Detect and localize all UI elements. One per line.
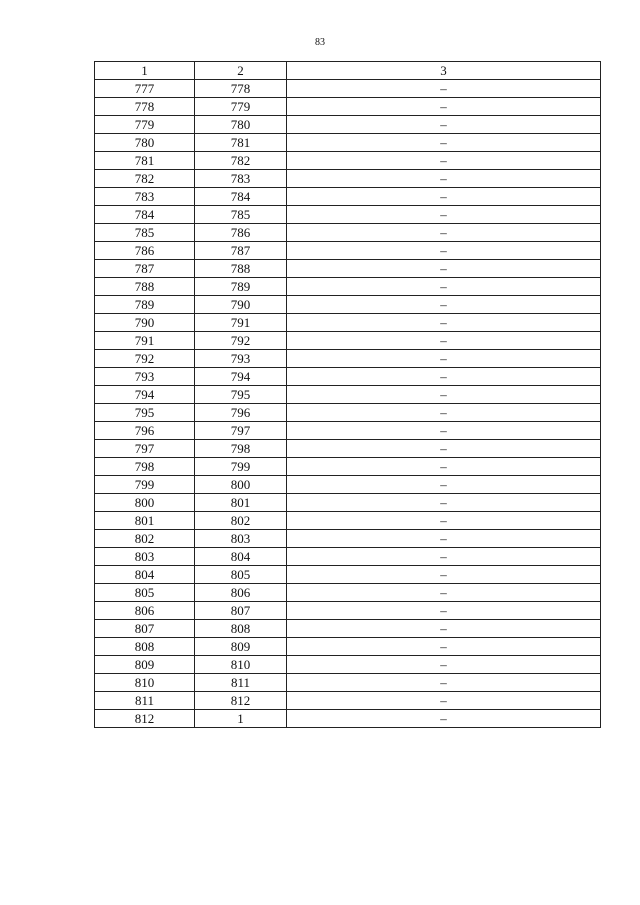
table-cell-col-1: 793 <box>95 368 195 386</box>
table-cell-col-2: 783 <box>195 170 287 188</box>
table-cell-col-2: 808 <box>195 620 287 638</box>
table-row <box>95 170 601 188</box>
table-cell-col-1: 805 <box>95 584 195 602</box>
column-header-2: 2 <box>195 62 287 80</box>
table-cell-col-2: 792 <box>195 332 287 350</box>
table-cell-col-3: – <box>287 602 601 620</box>
table-row <box>95 80 601 98</box>
table-cell-col-3: – <box>287 674 601 692</box>
table-cell-col-3: – <box>287 278 601 296</box>
table-row <box>95 350 601 368</box>
table-cell-col-2: 812 <box>195 692 287 710</box>
table-cell-col-3: – <box>287 620 601 638</box>
table-cell-col-1: 783 <box>95 188 195 206</box>
table-row <box>95 584 601 602</box>
table-cell-col-3: – <box>287 386 601 404</box>
table-row <box>95 530 601 548</box>
table-row <box>95 242 601 260</box>
table-cell-col-3: – <box>287 476 601 494</box>
table-cell-col-3: – <box>287 116 601 134</box>
table-cell-col-1: 782 <box>95 170 195 188</box>
table-cell-col-1: 795 <box>95 404 195 422</box>
table-cell-col-3: – <box>287 494 601 512</box>
table-cell-col-3: – <box>287 638 601 656</box>
column-header-1: 1 <box>95 62 195 80</box>
table-cell-col-2: 786 <box>195 224 287 242</box>
table-cell-col-3: – <box>287 710 601 728</box>
table-cell-col-2: 803 <box>195 530 287 548</box>
table-cell-col-3: – <box>287 206 601 224</box>
table-cell-col-3: – <box>287 566 601 584</box>
table-cell-col-2: 793 <box>195 350 287 368</box>
table-cell-col-2: 781 <box>195 134 287 152</box>
table-cell-col-3: – <box>287 260 601 278</box>
table-row <box>95 116 601 134</box>
table-header <box>95 62 601 80</box>
table-cell-col-1: 808 <box>95 638 195 656</box>
table-cell-col-2: 784 <box>195 188 287 206</box>
table-cell-col-2: 800 <box>195 476 287 494</box>
table-row <box>95 278 601 296</box>
table-cell-col-3: – <box>287 152 601 170</box>
table-cell-col-2: 795 <box>195 386 287 404</box>
table-row <box>95 98 601 116</box>
table-row <box>95 692 601 710</box>
table-row <box>95 422 601 440</box>
table-cell-col-2: 811 <box>195 674 287 692</box>
table-cell-col-1: 789 <box>95 296 195 314</box>
table-cell-col-3: – <box>287 80 601 98</box>
table-cell-col-1: 801 <box>95 512 195 530</box>
table-row <box>95 296 601 314</box>
table-cell-col-3: – <box>287 332 601 350</box>
table-row <box>95 206 601 224</box>
table-cell-col-2: 1 <box>195 710 287 728</box>
table-cell-col-2: 809 <box>195 638 287 656</box>
table-cell-col-2: 805 <box>195 566 287 584</box>
table-cell-col-2: 782 <box>195 152 287 170</box>
table-cell-col-3: – <box>287 350 601 368</box>
table-cell-col-3: – <box>287 512 601 530</box>
table-cell-col-2: 789 <box>195 278 287 296</box>
table-cell-col-3: – <box>287 422 601 440</box>
table-row <box>95 368 601 386</box>
table-cell-col-1: 807 <box>95 620 195 638</box>
table-cell-col-1: 794 <box>95 386 195 404</box>
table-cell-col-1: 806 <box>95 602 195 620</box>
table-cell-col-2: 778 <box>195 80 287 98</box>
table-cell-col-2: 790 <box>195 296 287 314</box>
table-cell-col-3: – <box>287 458 601 476</box>
table-row <box>95 638 601 656</box>
table-cell-col-1: 800 <box>95 494 195 512</box>
table-cell-col-1: 785 <box>95 224 195 242</box>
table-cell-col-1: 778 <box>95 98 195 116</box>
table-cell-col-1: 796 <box>95 422 195 440</box>
table-cell-col-2: 806 <box>195 584 287 602</box>
table-cell-col-1: 811 <box>95 692 195 710</box>
table-cell-col-1: 786 <box>95 242 195 260</box>
table-cell-col-2: 796 <box>195 404 287 422</box>
table-cell-col-1: 803 <box>95 548 195 566</box>
page-number: 83 <box>315 37 325 48</box>
table-cell-col-3: – <box>287 692 601 710</box>
table-cell-col-1: 802 <box>95 530 195 548</box>
table-row <box>95 404 601 422</box>
table-row <box>95 602 601 620</box>
data-table <box>94 61 601 728</box>
table-cell-col-3: – <box>287 530 601 548</box>
table-cell-col-3: – <box>287 188 601 206</box>
table-cell-col-1: 799 <box>95 476 195 494</box>
table-cell-col-1: 797 <box>95 440 195 458</box>
table-cell-col-2: 791 <box>195 314 287 332</box>
table-row <box>95 440 601 458</box>
table-cell-col-2: 787 <box>195 242 287 260</box>
table-cell-col-1: 809 <box>95 656 195 674</box>
table-cell-col-1: 788 <box>95 278 195 296</box>
table-cell-col-1: 777 <box>95 80 195 98</box>
table-cell-col-1: 804 <box>95 566 195 584</box>
table-cell-col-1: 792 <box>95 350 195 368</box>
table-cell-col-3: – <box>287 242 601 260</box>
table-row <box>95 314 601 332</box>
table-cell-col-3: – <box>287 584 601 602</box>
table-cell-col-1: 781 <box>95 152 195 170</box>
table-cell-col-2: 797 <box>195 422 287 440</box>
table-cell-col-2: 804 <box>195 548 287 566</box>
column-header-3: 3 <box>287 62 601 80</box>
table-cell-col-2: 799 <box>195 458 287 476</box>
table-cell-col-2: 779 <box>195 98 287 116</box>
table-cell-col-1: 787 <box>95 260 195 278</box>
table-row <box>95 152 601 170</box>
table-cell-col-2: 798 <box>195 440 287 458</box>
table-row <box>95 224 601 242</box>
table-row <box>95 674 601 692</box>
table-cell-col-2: 785 <box>195 206 287 224</box>
table-row <box>95 188 601 206</box>
table-cell-col-1: 791 <box>95 332 195 350</box>
table-row <box>95 548 601 566</box>
table-row <box>95 710 601 728</box>
table-cell-col-3: – <box>287 368 601 386</box>
table-cell-col-3: – <box>287 134 601 152</box>
table-cell-col-3: – <box>287 548 601 566</box>
table-cell-col-3: – <box>287 170 601 188</box>
table-cell-col-1: 810 <box>95 674 195 692</box>
table-cell-col-2: 794 <box>195 368 287 386</box>
table-row <box>95 260 601 278</box>
table-row <box>95 134 601 152</box>
table-cell-col-1: 790 <box>95 314 195 332</box>
table-body <box>95 80 601 728</box>
table-row <box>95 332 601 350</box>
table-row <box>95 476 601 494</box>
table-row <box>95 512 601 530</box>
table-cell-col-3: – <box>287 440 601 458</box>
table-header-row <box>95 62 601 80</box>
table-cell-col-3: – <box>287 656 601 674</box>
table-cell-col-1: 780 <box>95 134 195 152</box>
table-cell-col-2: 801 <box>195 494 287 512</box>
table-row <box>95 656 601 674</box>
table-cell-col-1: 784 <box>95 206 195 224</box>
table-cell-col-2: 807 <box>195 602 287 620</box>
table-cell-col-1: 812 <box>95 710 195 728</box>
table-row <box>95 566 601 584</box>
table-cell-col-3: – <box>287 404 601 422</box>
table-cell-col-3: – <box>287 296 601 314</box>
table-row <box>95 386 601 404</box>
table-cell-col-3: – <box>287 98 601 116</box>
table-cell-col-1: 779 <box>95 116 195 134</box>
table-row <box>95 494 601 512</box>
table-cell-col-2: 802 <box>195 512 287 530</box>
table-row <box>95 458 601 476</box>
table-cell-col-3: – <box>287 224 601 242</box>
table-cell-col-3: – <box>287 314 601 332</box>
table-cell-col-2: 780 <box>195 116 287 134</box>
table-cell-col-1: 798 <box>95 458 195 476</box>
table-cell-col-2: 788 <box>195 260 287 278</box>
table-row <box>95 620 601 638</box>
table-cell-col-2: 810 <box>195 656 287 674</box>
